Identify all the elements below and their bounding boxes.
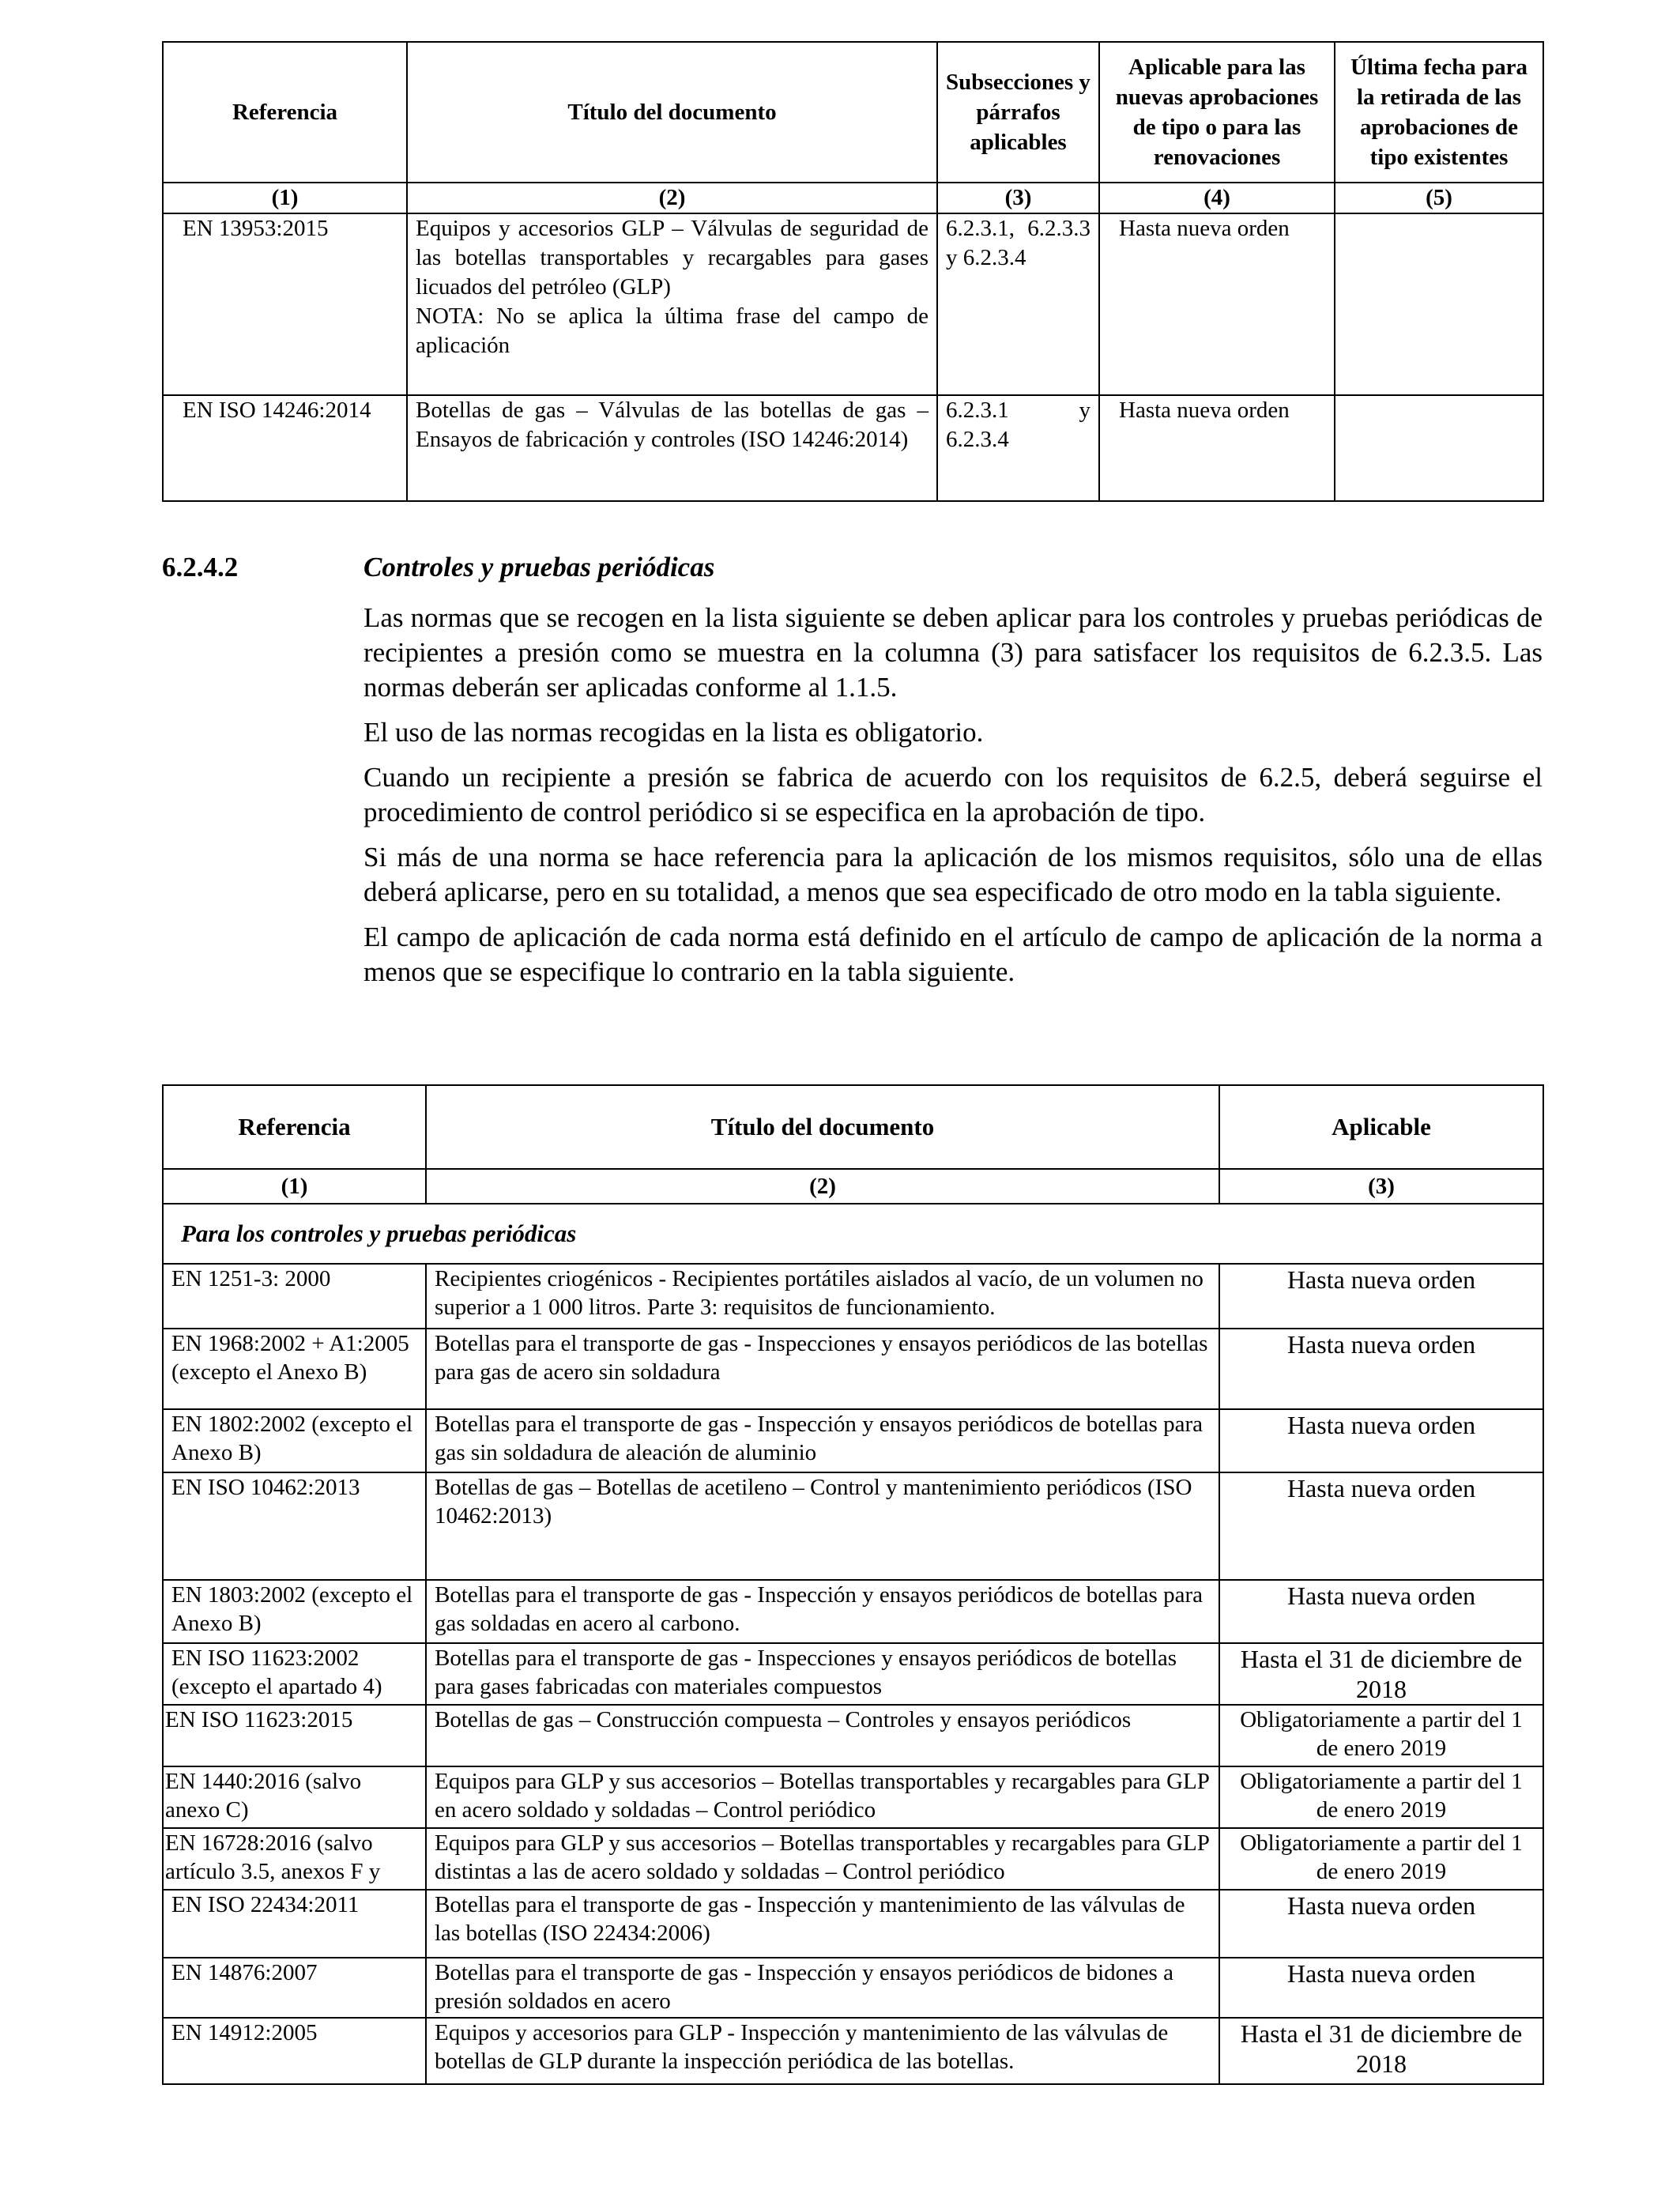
cell-applicable: Hasta nueva orden [1219,1329,1543,1409]
cell-title: Botellas para el transporte de gas - Inspecciones y ensayos periódicos de botellas para gases fabricadas con materiales compuestos [426,1643,1219,1705]
cell-title: Botellas para el transporte de gas - Inspección y ensayos periódicos de bidones a presión soldados en acero [426,1958,1219,2018]
table-row [163,1264,1543,1329]
col-number: (1) [163,1169,426,1204]
cell-reference: EN ISO 10462:2013 [163,1472,426,1580]
table-row [163,213,1543,395]
col-header-title: Título del documento [407,42,937,183]
title-text: Equipos y accesorios GLP – Válvulas de seguridad de las botellas transportables y recargables para gases licuados del petróleo (GLP) [416,216,929,300]
cell-title: Botellas para el transporte de gas - Inspecciones y ensayos periódicos de las botellas para gas de acero sin soldadura [426,1329,1219,1409]
col-number: (2) [407,183,937,213]
cell-applicable: Hasta nueva orden [1219,1958,1543,2018]
cell-withdrawal [1335,395,1543,501]
col-header-applicable: Aplicable [1219,1085,1543,1169]
section-body [363,601,1543,1000]
cell-title: Equipos y accesorios para GLP - Inspección y mantenimiento de las válvulas de botellas de GLP durante la inspección periódica de las botellas. [426,2018,1219,2084]
cell-reference: EN 1440:2016 (salvo anexo C) [163,1766,426,1828]
col-number: (1) [163,183,407,213]
cell-applicable: Obligatoriamente a partir del 1 de enero 2019 [1219,1828,1543,1890]
periodic-inspection-table [162,1084,1544,2085]
paragraph: Si más de una norma se hace referencia para la aplicación de los mismos requisitos, sólo una de ellas deberá aplicarse, pero en su totalidad, a menos que sea especificado de otro modo en la tabla siguiente. [363,842,1543,907]
table-row [163,395,1543,501]
cell-title: Botellas de gas – Botellas de acetileno – Control y mantenimiento periódicos (ISO 10462:2013) [426,1472,1219,1580]
cell-title: Botellas de gas – Construcción compuesta – Controles y ensayos periódicos [426,1705,1219,1766]
cell-applicable: Hasta nueva orden [1219,1890,1543,1958]
cell-applicable: Obligatoriamente a partir del 1 de enero 2019 [1219,1705,1543,1766]
group-row [163,1204,1543,1264]
cell-title: Recipientes criogénicos - Recipientes portátiles aislados al vacío, de un volumen no superior a 1 000 litros. Parte 3: requisitos de funcionamiento. [426,1264,1219,1329]
table-header-row [163,42,1543,183]
col-number: (2) [426,1169,1219,1204]
col-number: (3) [1219,1169,1543,1204]
table-row [163,1828,1543,1890]
table-row [163,1409,1543,1472]
cell-reference: EN 13953:2015 [163,213,407,395]
cell-applicable: Hasta nueva orden [1219,1472,1543,1580]
cell-applicable: Hasta nueva orden [1219,1580,1543,1643]
title-note: NOTA: No se aplica la última frase del campo de aplicación [416,303,929,358]
cell-reference: EN ISO 14246:2014 [163,395,407,501]
paragraph: Cuando un recipiente a presión se fabrica de acuerdo con los requisitos de 6.2.5, deberá seguirse el procedimiento de control periódico si se especifica en la aprobación de tipo. [363,762,1543,827]
cell-applicable: Hasta nueva orden [1219,1409,1543,1472]
cell-title: Botellas para el transporte de gas - Inspección y mantenimiento de las válvulas de las botellas (ISO 22434:2006) [426,1890,1219,1958]
col-header-subsections: Subsecciones y párrafos aplicables [937,42,1099,183]
col-number: (5) [1335,183,1543,213]
cell-reference: EN ISO 11623:2015 [163,1705,426,1766]
cell-applicable: Hasta nueva orden [1219,1264,1543,1329]
table-header-row [163,1085,1543,1169]
cell-reference: EN 14912:2005 [163,2018,426,2084]
table-row [163,1705,1543,1766]
cell-title: Botellas de gas – Válvulas de las botellas de gas – Ensayos de fabricación y controles (ISO 14246:2014) [407,395,937,501]
table-row [163,2018,1543,2084]
cell-title [407,213,937,395]
paragraph: El uso de las normas recogidas en la lista es obligatorio. [363,717,984,748]
reference-text: EN 16728:2016 (salvo artículo 3.5, anexos F y [165,1830,381,1884]
col-header-applicable-new: Aplicable para las nuevas aprobaciones de tipo o para las renovaciones [1099,42,1335,183]
cell-subsections: 6.2.3.1 y 6.2.3.4 [937,395,1099,501]
cell-applicable: Hasta nueva orden [1099,213,1335,395]
cell-reference: EN 1802:2002 (excepto el Anexo B) [163,1409,426,1472]
paragraph: Las normas que se recogen en la lista siguiente se deben aplicar para los controles y pruebas periódicas de recipientes a presión como se muestra en la columna (3) para satisfacer los requisitos de 6.2.3.5. Las normas deberán ser aplicadas conforme al 1.1.5. [363,602,1543,703]
cell-withdrawal [1335,213,1543,395]
group-heading: Para los controles y pruebas periódicas [163,1204,1543,1264]
col-number: (4) [1099,183,1335,213]
table-row [163,1472,1543,1580]
cell-applicable: Hasta el 31 de diciembre de 2018 [1219,1643,1543,1705]
cell-reference: EN 1803:2002 (excepto el Anexo B) [163,1580,426,1643]
cell-reference: EN 14876:2007 [163,1958,426,2018]
cell-title: Equipos para GLP y sus accesorios – Botellas transportables y recargables para GLP en acero soldado y soldadas – Control periódico [426,1766,1219,1828]
cell-title: Botellas para el transporte de gas - Inspección y ensayos periódicos de botellas para gas sin soldadura de aleación de aluminio [426,1409,1219,1472]
cell-title: Botellas para el transporte de gas - Inspección y ensayos periódicos de botellas para gas soldadas en acero al carbono. [426,1580,1219,1643]
col-number: (3) [937,183,1099,213]
table-row [163,1890,1543,1958]
column-number-row [163,183,1543,213]
cell-applicable: Hasta el 31 de diciembre de 2018 [1219,2018,1543,2084]
cell-applicable: Obligatoriamente a partir del 1 de enero 2019 [1219,1766,1543,1828]
table-row [163,1958,1543,2018]
cell-subsections: 6.2.3.1, 6.2.3.3 y 6.2.3.4 [937,213,1099,395]
section-number: 6.2.4.2 [162,552,239,582]
table-row [163,1766,1543,1828]
col-header-withdrawal-date: Última fecha para la retirada de las aprobaciones de tipo existentes [1335,42,1543,183]
cell-reference [163,1828,426,1890]
cell-reference: EN 1251-3: 2000 [163,1264,426,1329]
table-row [163,1329,1543,1409]
section-title: Controles y pruebas periódicas [363,552,715,582]
col-header-reference: Referencia [163,1085,426,1169]
standards-table-top [162,41,1544,502]
table-row [163,1580,1543,1643]
col-header-title: Título del documento [426,1085,1219,1169]
cell-reference [163,1329,426,1409]
cell-title: Equipos para GLP y sus accesorios – Botellas transportables y recargables para GLP distintas a las de acero soldado y soldadas – Control periódico [426,1828,1219,1890]
cell-reference: EN ISO 11623:2002 (excepto el apartado 4) [163,1643,426,1705]
table-row [163,1643,1543,1705]
column-number-row [163,1169,1543,1204]
cell-applicable: Hasta nueva orden [1099,395,1335,501]
reference-text: EN 1968:2002 + A1:2005 (excepto el Anexo B) [171,1331,409,1385]
paragraph: El campo de aplicación de cada norma está definido en el artículo de campo de aplicación de la norma a menos que se especifique lo contrario en la tabla siguiente. [363,922,1543,987]
cell-reference: EN ISO 22434:2011 [163,1890,426,1958]
col-header-reference: Referencia [163,42,407,183]
